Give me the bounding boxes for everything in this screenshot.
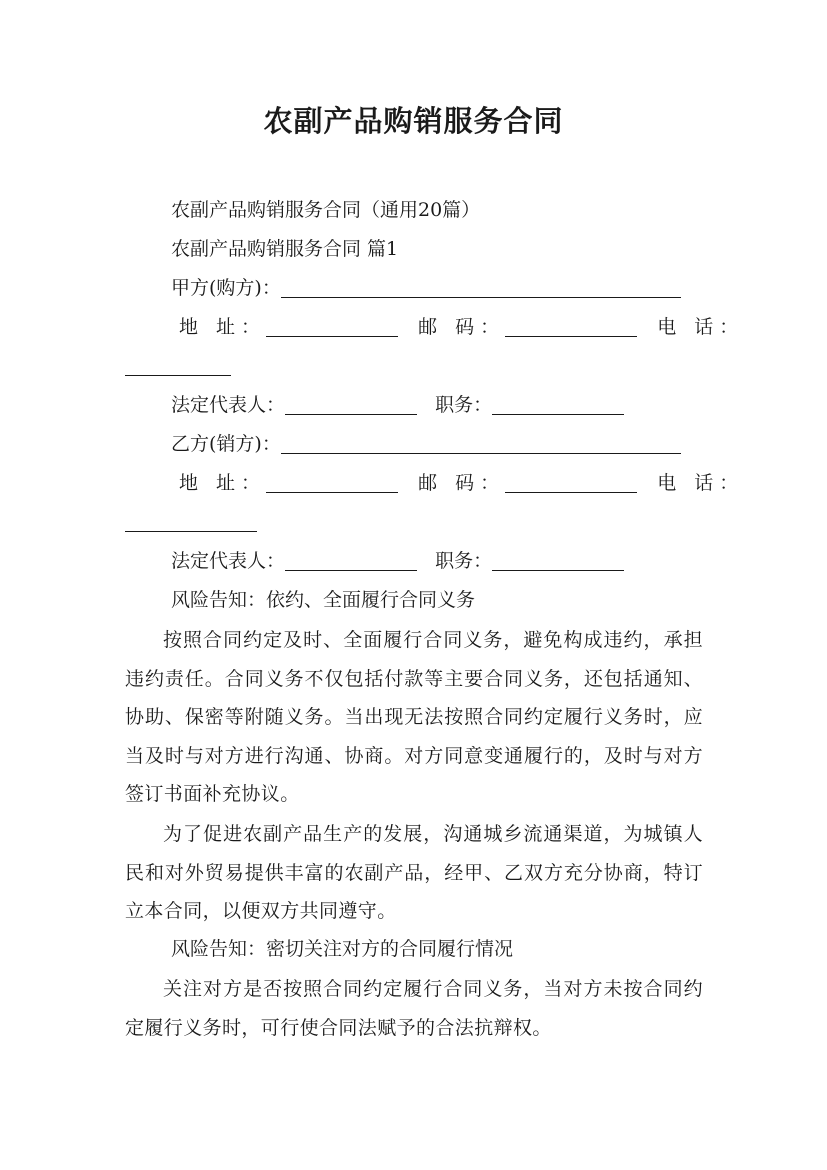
party-a-rep-label: 法定代表人： bbox=[171, 394, 286, 416]
party-b-address-field[interactable] bbox=[266, 472, 398, 493]
party-b-contact-row bbox=[179, 469, 744, 497]
party-a-phone-field[interactable] bbox=[125, 355, 231, 376]
party-a-label: 甲方(购方)： bbox=[171, 277, 281, 299]
party-b-rep-field[interactable] bbox=[285, 550, 417, 571]
party-a-address-field[interactable] bbox=[266, 316, 398, 337]
party-b-row bbox=[171, 430, 681, 458]
intro-paragraph: 为了促进农副产品生产的发展，沟通城乡流通渠道，为城镇人民和对外贸易提供丰富的农副产品，经甲、乙双方充分协商，特订立本合同，以便双方共同遵守。 bbox=[125, 823, 703, 922]
party-a-contact-row bbox=[179, 313, 744, 341]
party-b-label: 乙方(销方)： bbox=[171, 433, 281, 455]
document-title: 农副产品购销服务合同 bbox=[263, 104, 564, 138]
party-b-phone-row bbox=[125, 508, 257, 536]
party-b-rep-row bbox=[171, 547, 624, 575]
party-a-zip-label: 邮 码： bbox=[418, 316, 506, 338]
party-a-rep-row bbox=[171, 391, 624, 419]
risk-notice-body-2: 关注对方是否按照合同约定履行合同义务，当对方未按合同约定履行义务时，可行使合同法赋予的合法抗辩权。 bbox=[125, 978, 703, 1039]
party-b-name-field[interactable] bbox=[281, 433, 681, 454]
party-a-row bbox=[171, 274, 681, 302]
party-a-rep-field[interactable] bbox=[285, 394, 417, 415]
section-heading: 农副产品购销服务合同 篇1 bbox=[171, 238, 399, 260]
party-b-phone-label: 电 话： bbox=[657, 472, 745, 494]
risk-notice-heading-2: 风险告知：密切关注对方的合同履行情况 bbox=[171, 938, 514, 960]
party-a-zip-field[interactable] bbox=[505, 316, 637, 337]
party-a-phone-row bbox=[125, 352, 231, 380]
document-subtitle: 农副产品购销服务合同（通用20篇） bbox=[171, 199, 481, 221]
risk-notice-body-1: 按照合同约定及时、全面履行合同义务，避免构成违约，承担违约责任。合同义务不仅包括付款等主要合同义务，还包括通知、协助、保密等附随义务。当出现无法按照合同约定履行义务时，应当及时与对方进行沟通、协商。对方同意变通履行的，及时与对方签订书面补充协议。 bbox=[125, 629, 703, 805]
party-a-phone-label: 电 话： bbox=[657, 316, 745, 338]
party-b-zip-label: 邮 码： bbox=[418, 472, 506, 494]
party-a-title-field[interactable] bbox=[492, 394, 624, 415]
party-b-phone-field[interactable] bbox=[125, 511, 257, 532]
party-a-address-label: 地 址： bbox=[179, 316, 267, 338]
party-b-rep-label: 法定代表人： bbox=[171, 550, 286, 572]
party-b-title-field[interactable] bbox=[492, 550, 624, 571]
party-b-address-label: 地 址： bbox=[179, 472, 267, 494]
risk-notice-heading-1: 风险告知：依约、全面履行合同义务 bbox=[171, 589, 476, 611]
party-b-title-label: 职务： bbox=[435, 550, 493, 572]
party-b-zip-field[interactable] bbox=[505, 472, 637, 493]
party-a-title-label: 职务： bbox=[435, 394, 493, 416]
party-a-name-field[interactable] bbox=[281, 277, 681, 298]
